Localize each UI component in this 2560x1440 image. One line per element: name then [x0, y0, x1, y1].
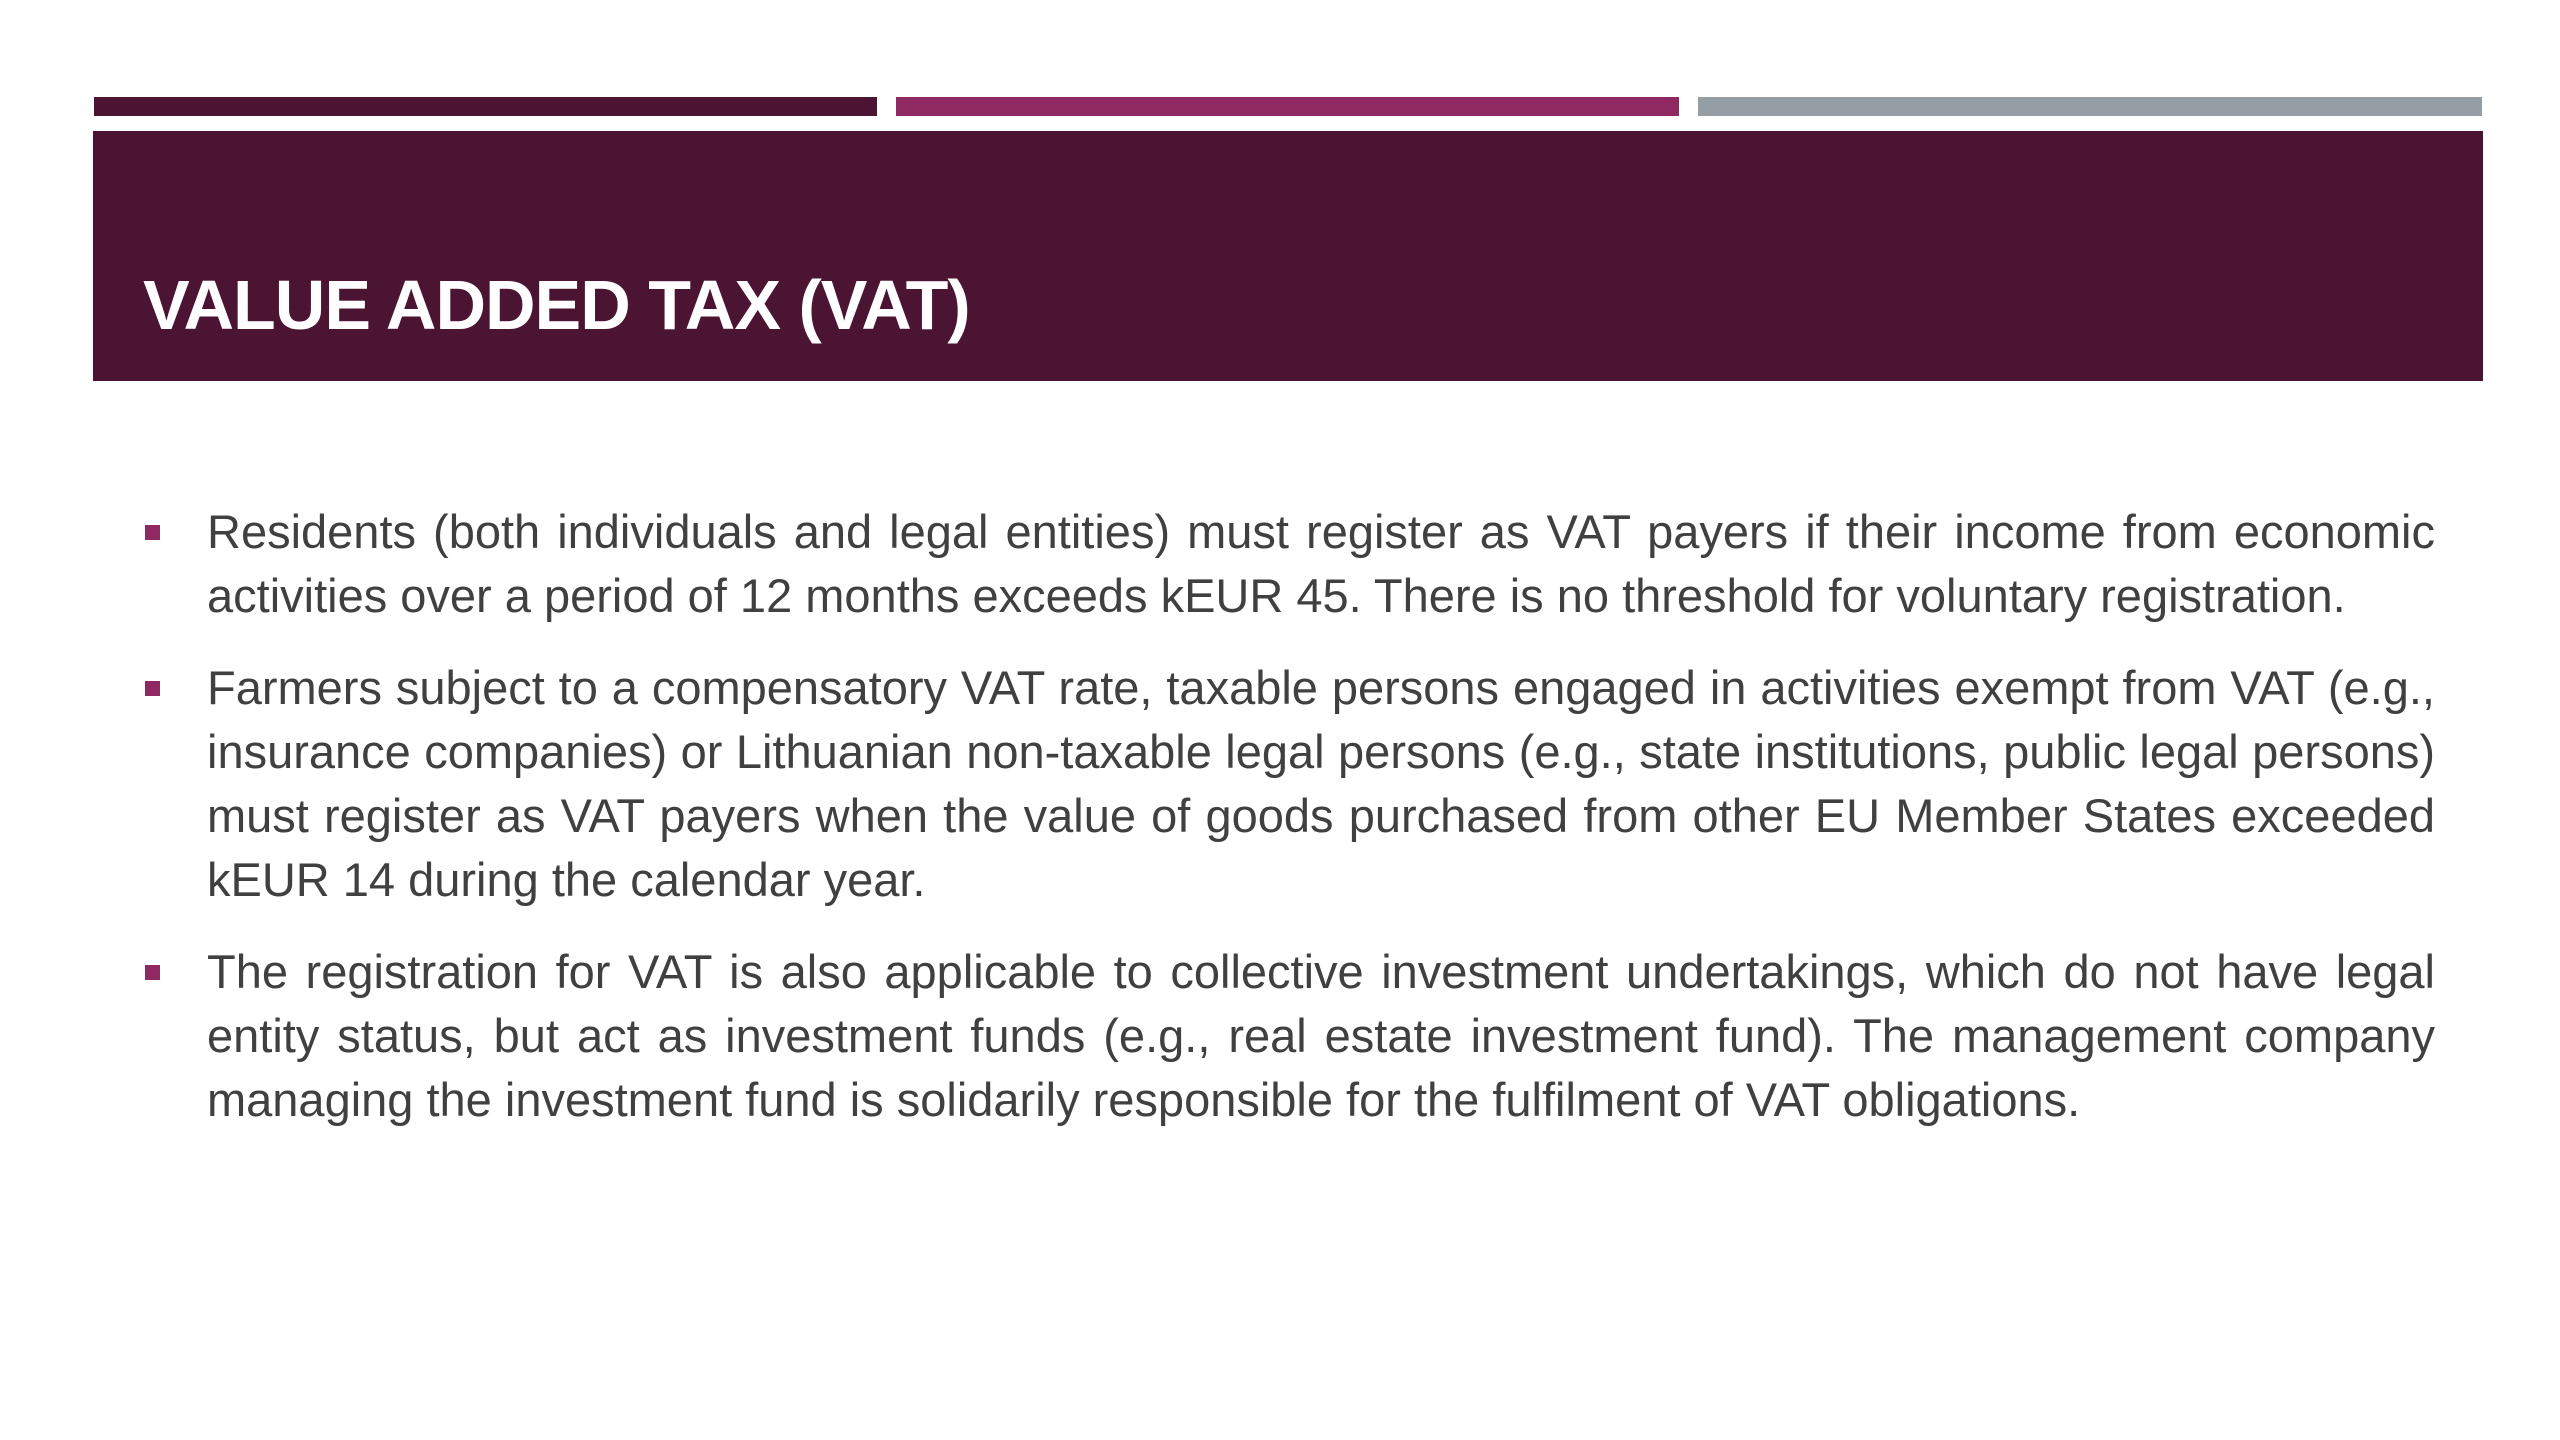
- square-bullet-icon: [145, 525, 160, 540]
- list-item: [145, 656, 2435, 912]
- accent-bar-magenta: [896, 97, 1679, 116]
- square-bullet-icon: [145, 965, 160, 980]
- slide-title: VALUE ADDED TAX (VAT): [143, 266, 970, 344]
- accent-bar-gray: [1698, 97, 2482, 116]
- bullet-text: The registration for VAT is also applicable to collective investment undertakings, which do not have legal entity status, but act as investment funds (e.g., real estate investment fund). The management company managing the investment fund is solidarily responsible for the fulfilment of VAT obligations.: [207, 945, 2435, 1126]
- list-item: [145, 940, 2435, 1132]
- title-band: [93, 131, 2483, 381]
- bullet-text: Farmers subject to a compensatory VAT rate, taxable persons engaged in activities exempt from VAT (e.g., insurance companies) or Lithuanian non-taxable legal persons (e.g., state institutions, public legal persons) must register as VAT payers when the value of goods purchased from other EU Member States exceeded kEUR 14 during the calendar year.: [207, 661, 2435, 906]
- bullet-text: Residents (both individuals and legal entities) must register as VAT payers if their income from economic activities over a period of 12 months exceeds kEUR 45. There is no threshold for voluntary registration.: [207, 505, 2435, 622]
- list-item: [145, 500, 2435, 628]
- bullet-list: [145, 500, 2435, 1160]
- accent-bar-dark: [94, 97, 877, 116]
- square-bullet-icon: [145, 681, 160, 696]
